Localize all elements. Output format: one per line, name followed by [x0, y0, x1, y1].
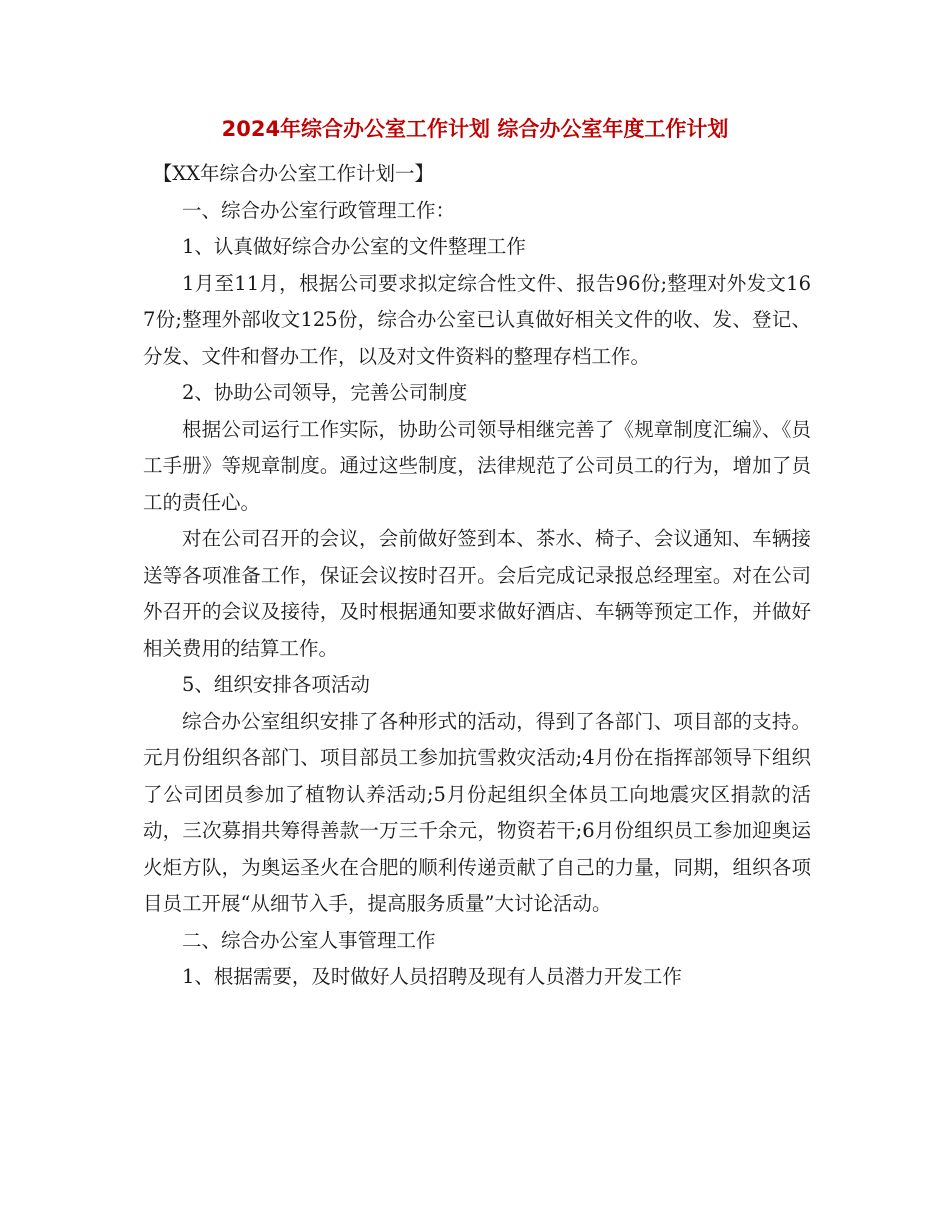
- subheading-recruitment: 1、根据需要，及时做好人员招聘及现有人员潜力开发工作: [182, 965, 682, 988]
- heading-hr-management: 二、综合办公室人事管理工作: [182, 928, 436, 952]
- paragraph-company-system: 根据公司运行工作实际，协助公司领导相继完善了《规章制度汇编》、《员工手册》等规章制度。通过这些制度，法律规范了公司员工的行为，增加了员工的责任心。: [143, 417, 811, 514]
- paragraph-activities: 综合办公室组织安排了各种形式的活动，得到了各部门、项目部的支持。元月份组织各部门、项目部员工参加抗雪救灾活动;4月份在指挥部领导下组织了公司团员参加了植物认养活动;5月份起组织全体员工向地震灾区捐款的活动，三次募捐共筹得善款一万三千余元，物资若干;6月份组织员工参加迎奥运火炬方队，为奥运圣火在合肥的顺利传递贡献了自己的力量，同期，组织各项目员工开展“从细节入手，提高服务质量”大讨论活动。: [143, 709, 811, 915]
- heading-admin-management: 一、综合办公室行政管理工作：: [182, 198, 456, 222]
- subheading-activities: 5、组织安排各项活动: [182, 673, 370, 696]
- paragraph-meetings: 对在公司召开的会议，会前做好签到本、茶水、椅子、会议通知、车辆接送等各项准备工作，保证会议按时召开。会后完成记录报总经理室。对在公司外召开的会议及接待，及时根据通知要求做好酒店、车辆等预定工作，并做好相关费用的结算工作。: [143, 527, 811, 660]
- subheading-file-work: 1、认真做好综合办公室的文件整理工作: [182, 235, 526, 258]
- document-title: 2024年综合办公室工作计划 综合办公室年度工作计划: [221, 117, 729, 141]
- document-body: [143, 156, 811, 996]
- paragraph-file-work: 1月至11月，根据公司要求拟定综合性文件、报告96份;整理对外发文167份;整理外部收文125份，综合办公室已认真做好相关文件的收、发、登记、分发、文件和督办工作，以及对文件资料的整理存档工作。: [143, 271, 811, 368]
- section-heading: 【XX年综合办公室工作计划一】: [152, 162, 435, 185]
- subheading-company-system: 2、协助公司领导，完善公司制度: [182, 381, 468, 404]
